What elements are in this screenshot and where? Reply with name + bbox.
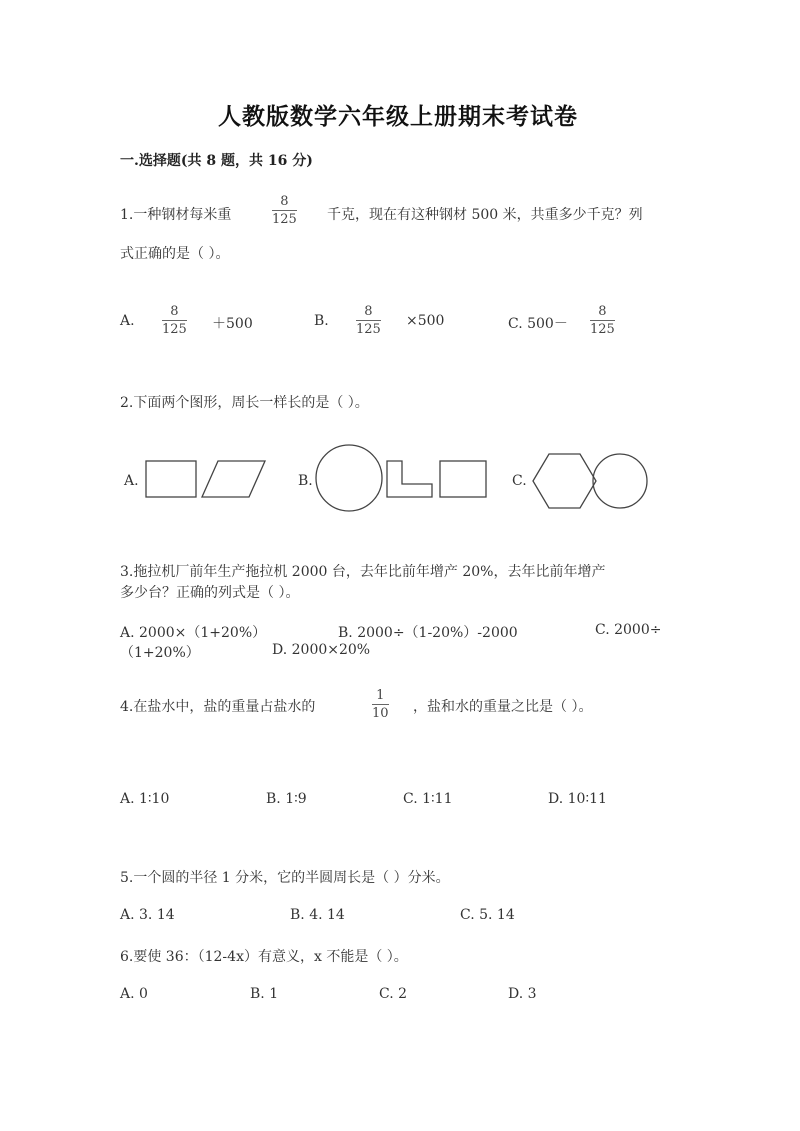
q1-option-a-label[interactable]: A. — [120, 313, 135, 329]
q6-option-a[interactable]: A. 0 — [120, 986, 148, 1002]
circle-b — [316, 445, 382, 511]
q1-option-b-fraction: 8 125 — [356, 304, 381, 337]
q1-text-b: 千克，现在有这种钢材 500 米，共重多少千克？列 — [327, 207, 643, 223]
page-title: 人教版数学六年级上册期末考试卷 — [218, 103, 578, 130]
q6-option-d[interactable]: D. 3 — [508, 986, 537, 1002]
q2-option-a-label[interactable]: A. — [124, 473, 139, 489]
l-shape-b — [387, 461, 432, 497]
q6-text: 6.要使 36：（12-4x）有意义，x 不能是（ ）。 — [120, 949, 408, 965]
q3-option-d[interactable]: D. 2000×20% — [272, 642, 371, 658]
q3-option-c[interactable]: C. 2000÷ — [595, 622, 662, 638]
q3-text-line2: 多少台？正确的列式是（ ）。 — [120, 585, 300, 601]
section-heading: 一.选择题(共 8 题，共 16 分) — [120, 153, 313, 169]
q3-option-a[interactable]: A. 2000×（1+20%） — [120, 625, 267, 641]
q4-option-a[interactable]: A. 1∶10 — [120, 791, 170, 807]
q4-fraction: 1 10 — [372, 688, 389, 721]
q4-option-c[interactable]: C. 1∶11 — [403, 791, 453, 807]
q6-option-b[interactable]: B. 1 — [250, 986, 279, 1002]
q3-text-line1: 3.拖拉机厂前年生产拖拉机 2000 台，去年比前年增产 20%，去年比前年增产 — [120, 564, 606, 580]
q1-text-a: 1.一种钢材每米重 — [120, 207, 232, 223]
q2-option-b-label[interactable]: B. — [298, 473, 313, 489]
q4-text-b: ，盐和水的重量之比是（ ）。 — [413, 699, 593, 715]
rectangle-b — [440, 461, 486, 497]
q4-option-b[interactable]: B. 1∶9 — [266, 791, 307, 807]
q5-text: 5.一个圆的半径 1 分米，它的半圆周长是（ ）分米。 — [120, 870, 450, 886]
q1-option-a-rest: ＋500 — [212, 316, 253, 332]
q1-option-a-fraction: 8 125 — [162, 304, 187, 337]
q6-option-c[interactable]: C. 2 — [379, 986, 408, 1002]
q5-option-a[interactable]: A. 3. 14 — [120, 907, 175, 923]
q1-option-c-fraction: 8 125 — [590, 304, 615, 337]
q1-text-line2: 式正确的是（ ）。 — [120, 246, 230, 262]
square-a — [146, 461, 196, 497]
q5-option-c[interactable]: C. 5. 14 — [460, 907, 515, 923]
q4-option-d[interactable]: D. 10∶11 — [548, 791, 607, 807]
q2-text: 2.下面两个图形，周长一样长的是（ ）。 — [120, 395, 369, 411]
q1-option-b-label[interactable]: B. — [314, 313, 329, 329]
q2-option-c-label[interactable]: C. — [512, 473, 527, 489]
parallelogram-a — [202, 461, 265, 497]
q5-option-b[interactable]: B. 4. 14 — [290, 907, 345, 923]
q3-option-c-cont: （1+20%） — [120, 645, 200, 661]
q1-option-b-rest: ×500 — [406, 313, 445, 329]
circle-c — [593, 454, 647, 508]
q1-fraction: 8 125 — [272, 194, 297, 227]
q1-option-c-label[interactable]: C. 500－ — [508, 316, 568, 332]
q4-text-a: 4.在盐水中，盐的重量占盐水的 — [120, 699, 316, 715]
hexagon-c — [533, 454, 596, 508]
q3-option-b[interactable]: B. 2000÷（1-20%）-2000 — [338, 625, 518, 641]
